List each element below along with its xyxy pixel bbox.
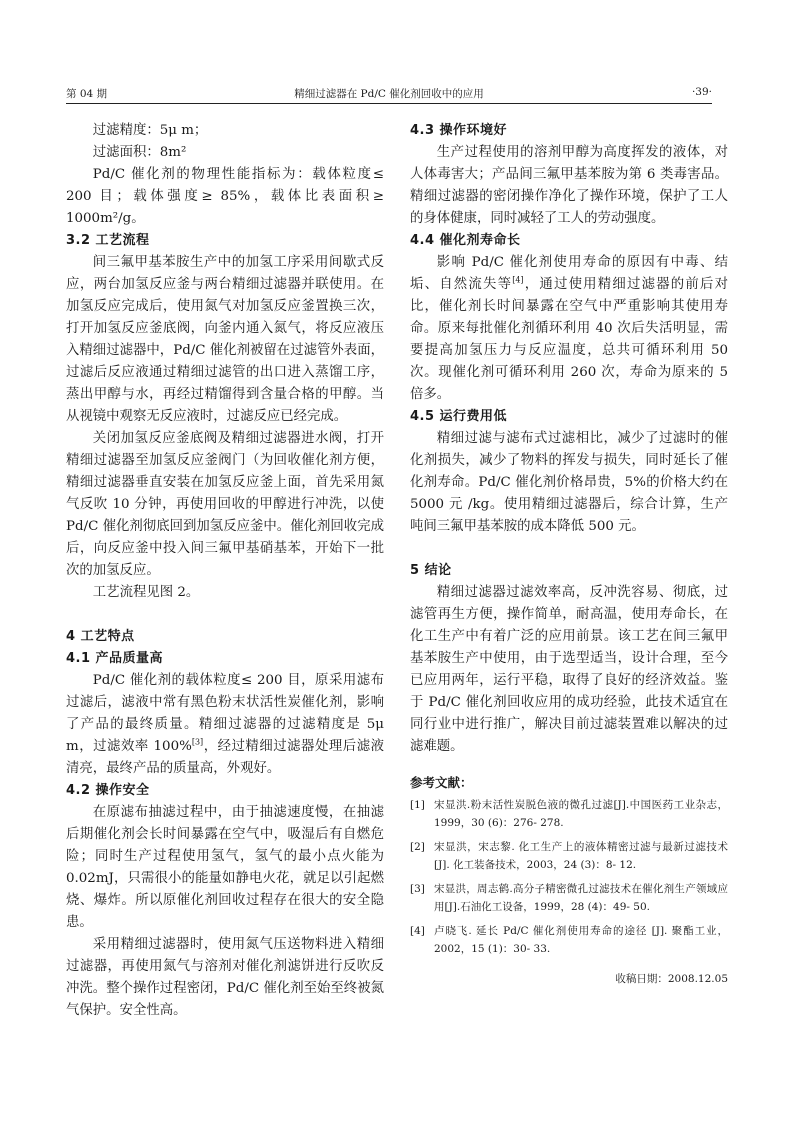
reference-text: 宋显洪，周志鹤.高分子精密微孔过滤技术在催化剂生产领域应用[J].石油化工设备，1999，28 (4)：49- 50. <box>434 883 728 913</box>
running-header <box>66 86 712 104</box>
section-4-3-heading: 4.3 操作环境好 <box>410 123 508 138</box>
section-3-2-para-2: 关闭加氢反应釜底阀及精细过滤器进水阀，打开精细过滤器至加氢反应釜阀门（为回收催化剂方便，精细过滤器垂直安装在加氢反应釜上面，首先采用氮气反吹 10 分钟，再使用回收的甲醇进行冲洗，以使 Pd/C 催化剂彻底回到加氢反应釜中。催化剂回收完成后，向反应釜中投入间三氟甲基硝基苯，开始下一批次的加氢反应。 <box>66 431 384 578</box>
issue-number: 第 04 期 <box>66 88 108 100</box>
running-title: 精细过滤器在 Pd/C 催化剂回收中的应用 <box>294 88 484 100</box>
reference-item <box>410 922 728 958</box>
references-heading: 参考文献： <box>410 775 473 790</box>
spec-precision: 过滤精度：5μ m； <box>92 123 208 138</box>
section-3-2-heading: 3.2 工艺流程 <box>66 233 150 248</box>
section-4-4-text-a: 影响 Pd/C 催化剂使用寿命的原因有中毒、结垢、自然流失等 <box>410 255 728 292</box>
section-4-3-para: 生产过程使用的溶剂甲醇为高度挥发的液体，对人体毒害大；产品间三氟甲基苯胺为第 6 类毒害品。精细过滤器的密闭操作净化了操作环境，保护了工人的身体健康，同时减轻了工人的劳动强度。 <box>410 145 728 226</box>
section-4-4-para <box>410 252 728 406</box>
section-4-2-heading: 4.2 操作安全 <box>66 783 150 798</box>
section-4-2-para-2: 采用精细过滤器时，使用氮气压送物料进入精细过滤器，再使用氮气与溶剂对催化剂滤饼进行反吹反冲洗。整个操作过程密闭，Pd/C 催化剂至始至终被氮气保护。安全性高。 <box>66 937 384 1018</box>
spec-catalyst: Pd/C 催化剂的物理性能指标为：载体粒度≤ 200 目；载体强度≥ 85%，载体比表面积≥ 1000m²/g。 <box>66 167 384 226</box>
left-column <box>66 120 384 1022</box>
section-4-1-heading: 4.1 产品质量高 <box>66 651 164 666</box>
section-4-1-para <box>66 670 384 780</box>
reference-item <box>410 880 728 916</box>
page-number: ·39· <box>691 86 712 98</box>
reference-number: [2] <box>410 841 425 853</box>
section-4-4-heading: 4.4 催化剂寿命长 <box>410 233 521 248</box>
spec-area: 过滤面积：8m² <box>92 145 187 160</box>
section-4-4-text-b: ，通过使用精细过滤器的前后对比，催化剂长时间暴露在空气中严重影响其使用寿命。原来每批催化剂循环利用 40 次后失活明显，需要提高加氢压力与反应温度，总共可循环利用 50 次。现催化剂可循环利用 260 次，寿命为原来的 5 倍多。 <box>410 277 728 402</box>
section-4-5-heading: 4.5 运行费用低 <box>410 409 508 424</box>
section-5-heading: 5 结论 <box>410 563 452 578</box>
header-rule <box>66 103 712 104</box>
reference-text: 卢晓飞. 延长 Pd/C 催化剂使用寿命的途径 [J]. 聚酯工业，2002，15 (1)：30- 33. <box>434 925 728 955</box>
section-5-para: 精细过滤器过滤效率高，反冲洗容易、彻底，过滤管再生方便，操作简单，耐高温，使用寿命长，在化工生产中有着广泛的应用前景。该工艺在间三氟甲基苯胺生产中使用，由于选型适当，设计合理，至今已应用两年，运行平稳，取得了良好的经济效益。鉴于 Pd/C 催化剂回收应用的成功经验，此技术适宜在同行业中进行推广，解决目前过滤装置难以解决的过滤难题。 <box>410 585 728 754</box>
reference-number: [1] <box>410 799 425 811</box>
received-date: 收稿日期：2008.12.05 <box>615 973 728 985</box>
section-3-2-para-3: 工艺流程见图 2。 <box>92 585 200 600</box>
section-4-2-para-1: 在原滤布抽滤过程中，由于抽滤速度慢，在抽滤后期催化剂会长时间暴露在空气中，吸湿后有自燃危险；同时生产过程使用氢气，氢气的最小点火能为 0.02mJ，只需很小的能量如静电火花，就足以引起燃烧、爆炸。所以原催化剂回收过程存在很大的安全隐患。 <box>66 805 384 930</box>
section-4-5-para: 精细过滤与滤布式过滤相比，减少了过滤时的催化剂损失，减少了物料的挥发与损失，同时延长了催化剂寿命。Pd/C 催化剂价格昂贵，5%的价格大约在 5000 元 /kg。使用精细过滤器后，综合计算，生产吨间三氟甲基苯胺的成本降低 500 元。 <box>410 431 728 534</box>
section-4-1-text-b: ，经过精细过滤器处理后滤液清亮，最终产品的质量高，外观好。 <box>66 739 384 776</box>
reference-number: [3] <box>410 883 425 895</box>
citation-3: [3] <box>191 737 204 747</box>
reference-item <box>410 796 728 832</box>
reference-item <box>410 838 728 874</box>
reference-text: 宋显洪，宋志黎. 化工生产上的液体精密过滤与最新过滤技术[J]. 化工装备技术，2003，24 (3)：8- 12. <box>434 841 728 871</box>
reference-text: 宋显洪.粉末活性炭脱色液的微孔过滤[J].中国医药工业杂志，1999，30 (6)：276- 278. <box>434 799 728 829</box>
citation-4: [4] <box>512 275 524 285</box>
right-column <box>410 120 728 990</box>
section-3-2-para-1: 间三氟甲基苯胺生产中的加氢工序采用间歇式反应，两台加氢反应釜与两台精细过滤器并联使用。在加氢反应完成后，使用氮气对加氢反应釜置换三次，打开加氢反应釜底阀，向釜内通入氮气，将反应液压入精细过滤器中，Pd/C 催化剂被留在过滤管外表面，过滤后反应液通过精细过滤管的出口进入蒸馏工序，蒸出甲醇与水，再经过精馏得到含量合格的甲醇。当从视镜中观察无反应液时，过滤反应已经完成。 <box>66 255 384 424</box>
reference-number: [4] <box>410 925 425 937</box>
section-4-1-text-a: Pd/C 催化剂的载体粒度≤ 200 目，原采用滤布过滤后，滤液中常有黑色粉末状活性炭催化剂，影响了产品的最终质量。精细过滤器的过滤精度是 5μ m，过滤效率 100% <box>66 673 384 754</box>
section-4-heading: 4 工艺特点 <box>66 629 135 644</box>
